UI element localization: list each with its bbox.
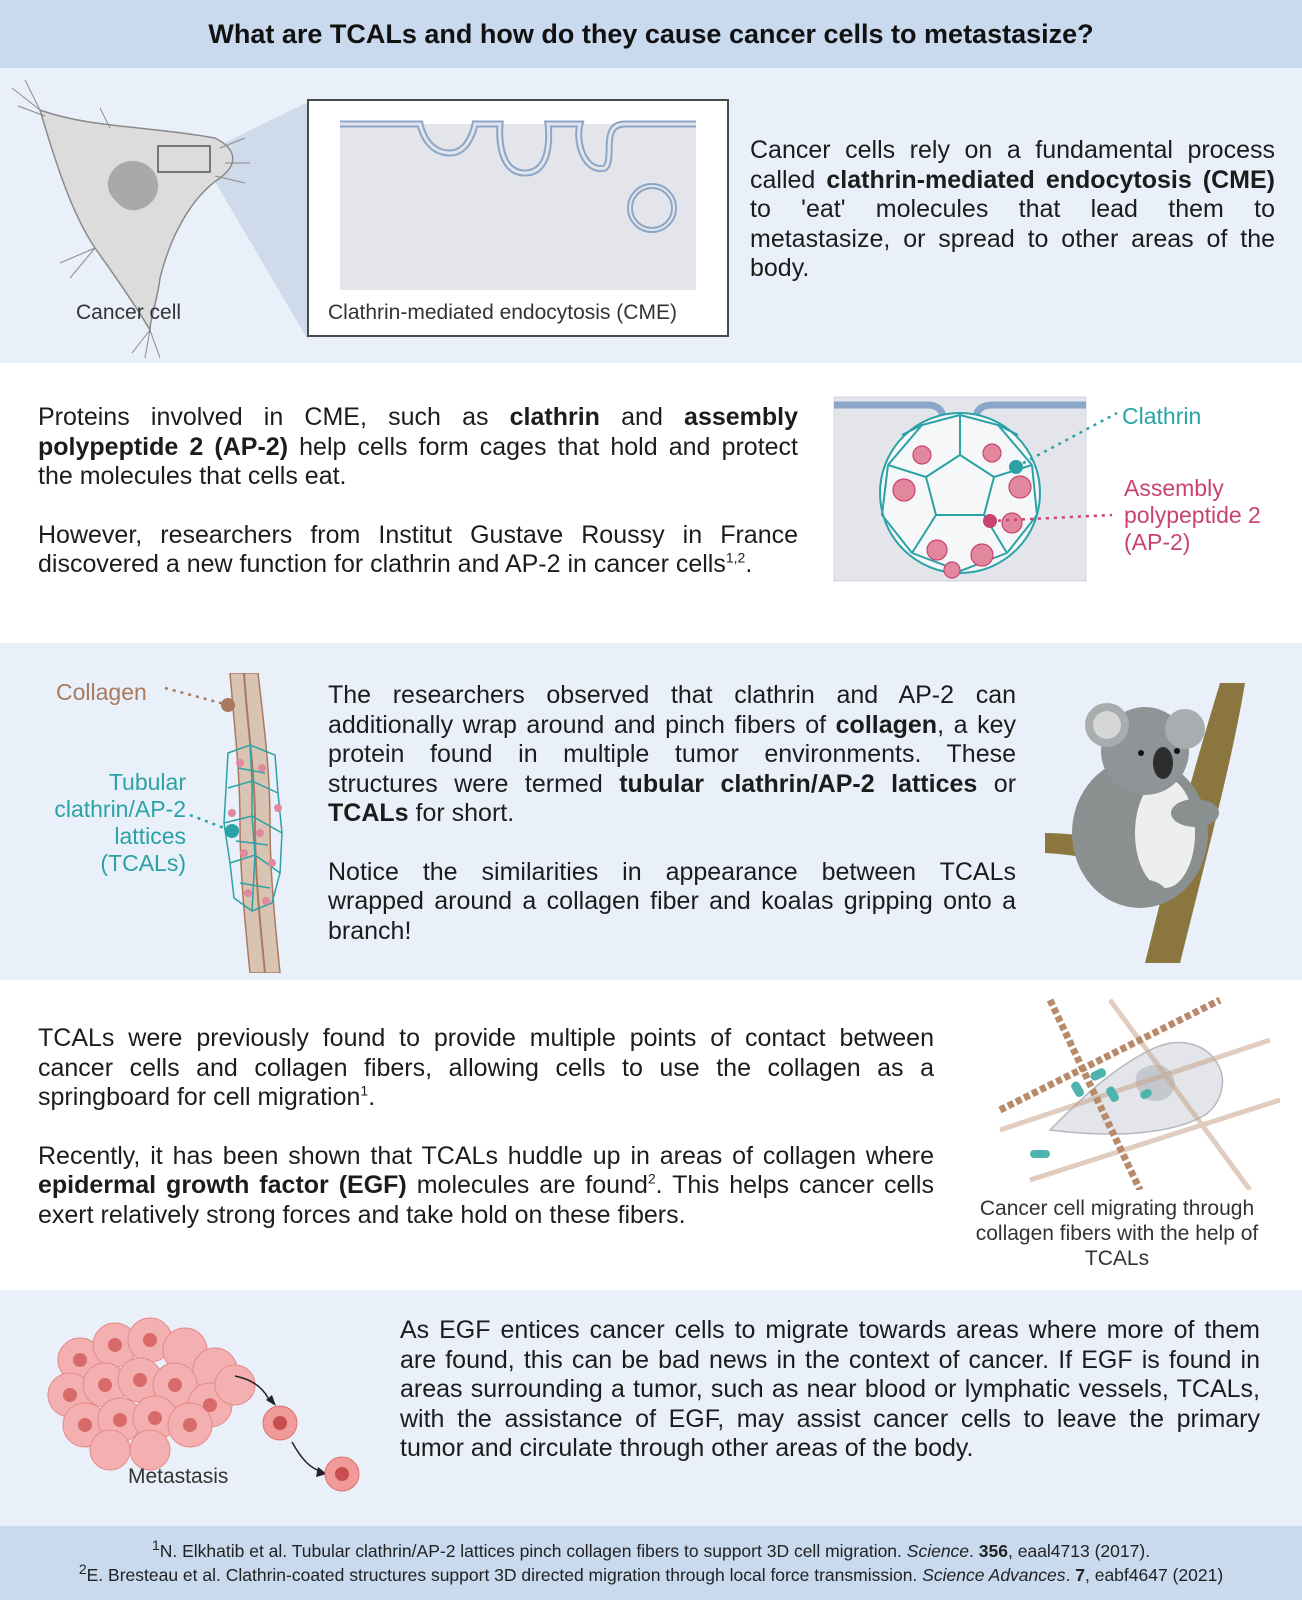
ap2-label: Assembly polypeptide 2 (AP-2) xyxy=(1124,475,1261,555)
section-migration xyxy=(0,980,1302,1290)
footer-references xyxy=(0,1526,1302,1600)
clathrin-label: Clathrin xyxy=(1122,403,1202,429)
migration-caption: Cancer cell migrating through collagen fibers with the help of TCALs xyxy=(975,1197,1259,1270)
cme-caption: Clathrin-mediated endocytosis (CME) xyxy=(328,301,677,324)
migration-illustration xyxy=(990,990,1280,1190)
header xyxy=(0,0,1302,68)
section-proteins xyxy=(0,363,1302,643)
cme-text: Cancer cells rely on a fundamental process called clathrin-mediated endocytosis (CME) to 'eat' molecules that lead them to metastasize, or spread to other areas of the body. xyxy=(750,136,1275,282)
metastasis-text: As EGF entices cancer cells to migrate towards areas where more of them are found, this can be bad news in the context of cancer. If EGF is found in areas surrounding a tumor, such as near blood or lymphatic vessels, TCALs, with the assistance of EGF, may assist cancer cells to leave the primary tumor and circulate through other areas of the body. xyxy=(400,1316,1260,1462)
section-tcals xyxy=(0,643,1302,980)
metastasis-caption: Metastasis xyxy=(128,1465,229,1488)
collagen-label: Collagen xyxy=(56,679,147,705)
tcals-label: Tubular clathrin/AP-2 lattices (TCALs) xyxy=(54,769,186,876)
section-cme xyxy=(0,68,1302,363)
koala-illustration xyxy=(1045,683,1285,963)
cell-caption: Cancer cell xyxy=(76,301,182,324)
migration-text: TCALs were previously found to provide multiple points of contact between cancer cells and collagen fibers, allowing cells to use the collagen as a springboard for cell migration$^1$. Recently, it has been shown that TCALs huddle up in areas of collagen where epidermal growth factor (EGF) molecules are found$^2$. This helps cancer cells exert relatively strong forces and take hold on these fibers. xyxy=(38,1024,934,1229)
reference-2: $^2$E. Bresteau et al. Clathrin-coated structures support 3D directed migration through local force transmission. Science Advances. 7, eabf4647 (2021) xyxy=(78,1561,1224,1585)
reference-1: $^1$N. Elkhatib et al. Tubular clathrin/AP-2 lattices pinch collagen fibers to support 3D cell migration. Science. 356, eaal4713 (2017). xyxy=(151,1537,1151,1561)
tcals-text: The researchers observed that clathrin and AP-2 can additionally wrap around and pinch fibers of collagen, a key protein found in multiple tumor environments. These structures were termed tubular clathrin/AP-2 lattices or TCALs for short. Notice the similarities in appearance between TCALs wrapped around a collagen fiber and koalas gripping onto a branch! xyxy=(328,681,1017,945)
page-title: What are TCALs and how do they cause cancer cells to metastasize? xyxy=(208,19,1094,49)
proteins-text: Proteins involved in CME, such as clathrin and assembly polypeptide 2 (AP-2) help cells form cages that hold and protect the molecules that cells eat. However, researchers from Institut Gustave Roussy in France discovered a new function for clathrin and AP-2 in cancer cells$^{1,2}$. xyxy=(38,403,799,578)
section-metastasis xyxy=(0,1290,1302,1526)
